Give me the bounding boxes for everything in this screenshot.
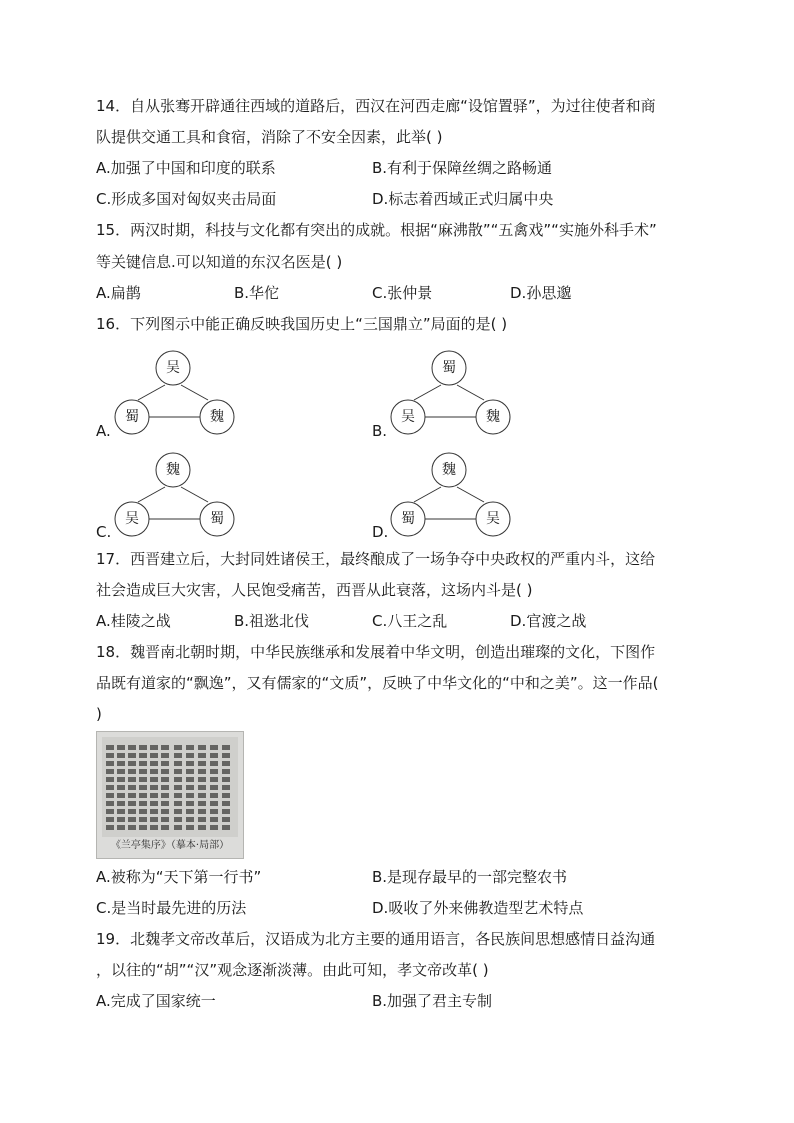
q14-option-d[interactable]: D.标志着西域正式归属中央 bbox=[372, 190, 554, 208]
q19-stem-line2: ，以往的“胡”“汉”观念逐渐淡薄。由此可知，孝文帝改革( ) bbox=[96, 961, 489, 979]
q16-diagram-d-node-top: 魏 bbox=[442, 462, 456, 478]
q14-option-b[interactable]: B.有利于保障丝绸之路畅通 bbox=[372, 159, 553, 177]
q19-stem-line1: 19．北魏孝文帝改革后，汉语成为北方主要的通用语言，各民族间思想感情日益沟通 bbox=[96, 930, 656, 948]
q16-diagram-b[interactable] bbox=[386, 350, 516, 450]
q16-stem: 16．下列图示中能正确反映我国历史上“三国鼎立”局面的是( ) bbox=[96, 315, 508, 333]
q16-diagram-d-edge-top-left bbox=[414, 487, 441, 502]
q17-option-a[interactable]: A.桂陵之战 bbox=[96, 612, 171, 630]
q18-stem-line1: 18．魏晋南北朝时期，中华民族继承和发展着中华文明，创造出璀璨的文化，下图作 bbox=[96, 643, 656, 661]
calligraphy-column bbox=[150, 745, 158, 831]
q17-option-b[interactable]: B.祖逖北伐 bbox=[234, 612, 310, 630]
q15-option-c[interactable]: C.张仲景 bbox=[372, 284, 433, 302]
q16-diagram-a-edge-top-left bbox=[138, 385, 165, 400]
q16-diagram-a-node-right: 魏 bbox=[210, 409, 224, 425]
calligraphy-column bbox=[139, 745, 147, 831]
q19-option-b[interactable]: B.加强了君主专制 bbox=[372, 992, 493, 1010]
q15-stem-line1: 15．两汉时期，科技与文化都有突出的成就。根据“麻沸散”“五禽戏”“实施外科手术” bbox=[96, 221, 657, 239]
q16-option-c-letter[interactable]: C. bbox=[96, 523, 112, 541]
q18-stem-line2: 品既有道家的“飘逸”，又有儒家的“文质”，反映了中华文化的“中和之美”。这一作品( bbox=[96, 674, 659, 692]
calligraphy-column bbox=[198, 745, 206, 831]
q16-diagram-a-node-left: 蜀 bbox=[125, 409, 139, 425]
q16-diagram-d-node-right: 吴 bbox=[486, 511, 500, 527]
q18-option-d[interactable]: D.吸收了外来佛教造型艺术特点 bbox=[372, 899, 584, 917]
q18-option-c[interactable]: C.是当时最先进的历法 bbox=[96, 899, 247, 917]
calligraphy-column bbox=[222, 745, 230, 831]
q15-option-b[interactable]: B.华佗 bbox=[234, 284, 280, 302]
q16-diagram-c-node-top: 魏 bbox=[166, 462, 180, 478]
q17-option-d[interactable]: D.官渡之战 bbox=[510, 612, 587, 630]
q16-diagram-b-node-left: 吴 bbox=[401, 409, 415, 425]
calligraphy-column bbox=[128, 745, 136, 831]
q16-option-b-letter[interactable]: B. bbox=[372, 422, 388, 440]
q14-stem-line2: 队提供交通工具和食宿，消除了不安全因素，此举( ) bbox=[96, 128, 443, 146]
q16-diagram-c-node-left: 吴 bbox=[125, 511, 139, 527]
q19-option-a[interactable]: A.完成了国家统一 bbox=[96, 992, 216, 1010]
calligraphy-column bbox=[117, 745, 125, 831]
q16-diagram-b-node-top: 蜀 bbox=[442, 360, 456, 376]
calligraphy-caption: 《兰亭集序》（摹本·局部） bbox=[110, 840, 230, 851]
q16-option-a-letter[interactable]: A. bbox=[96, 422, 111, 440]
q16-diagram-c[interactable] bbox=[110, 452, 240, 552]
q16-diagram-a-edge-top-right bbox=[181, 385, 208, 400]
calligraphy-column bbox=[161, 745, 169, 831]
q16-diagram-b-edge-top-right bbox=[457, 385, 484, 400]
q16-diagram-d[interactable] bbox=[386, 452, 516, 552]
q14-option-a[interactable]: A.加强了中国和印度的联系 bbox=[96, 159, 276, 177]
q16-option-d-letter[interactable]: D. bbox=[372, 523, 389, 541]
calligraphy-column bbox=[186, 745, 194, 831]
q16-diagram-b-edge-top-left bbox=[414, 385, 441, 400]
q16-diagram-c-edge-top-right bbox=[181, 487, 208, 502]
q16-diagram-b-node-right: 魏 bbox=[486, 409, 500, 425]
q15-option-d[interactable]: D.孙思邈 bbox=[510, 284, 572, 302]
q15-option-a[interactable]: A.扁鹊 bbox=[96, 284, 141, 302]
q16-diagram-c-node-right: 蜀 bbox=[210, 511, 224, 527]
calligraphy-column bbox=[210, 745, 218, 831]
q18-stem-line3: ) bbox=[96, 705, 102, 723]
q16-diagram-a-node-top: 吴 bbox=[166, 360, 180, 376]
calligraphy-column bbox=[174, 745, 182, 831]
q16-diagram-d-node-left: 蜀 bbox=[401, 511, 415, 527]
q16-diagram-d-edge-top-right bbox=[457, 487, 484, 502]
q14-stem-line1: 14．自从张骞开辟通往西域的道路后，西汉在河西走廊“设馆置驿”，为过往使者和商 bbox=[96, 97, 656, 115]
q18-option-b[interactable]: B.是现存最早的一部完整农书 bbox=[372, 868, 568, 886]
calligraphy-paper bbox=[102, 737, 238, 837]
q14-option-c[interactable]: C.形成多国对匈奴夹击局面 bbox=[96, 190, 277, 208]
q15-stem-line2: 等关键信息.可以知道的东汉名医是( ) bbox=[96, 253, 343, 271]
q16-diagram-c-edge-top-left bbox=[138, 487, 165, 502]
q18-option-a[interactable]: A.被称为“天下第一行书” bbox=[96, 868, 262, 886]
q16-diagram-a[interactable] bbox=[110, 350, 240, 450]
lantingji-calligraphy-image bbox=[96, 731, 244, 859]
q17-stem-line2: 社会造成巨大灾害，人民饱受痛苦，西晋从此衰落，这场内斗是( ) bbox=[96, 581, 533, 599]
calligraphy-column bbox=[106, 745, 114, 831]
q17-stem-line1: 17．西晋建立后，大封同姓诸侯王，最终酿成了一场争夺中央政权的严重内斗，这给 bbox=[96, 550, 656, 568]
q17-option-c[interactable]: C.八王之乱 bbox=[372, 612, 448, 630]
